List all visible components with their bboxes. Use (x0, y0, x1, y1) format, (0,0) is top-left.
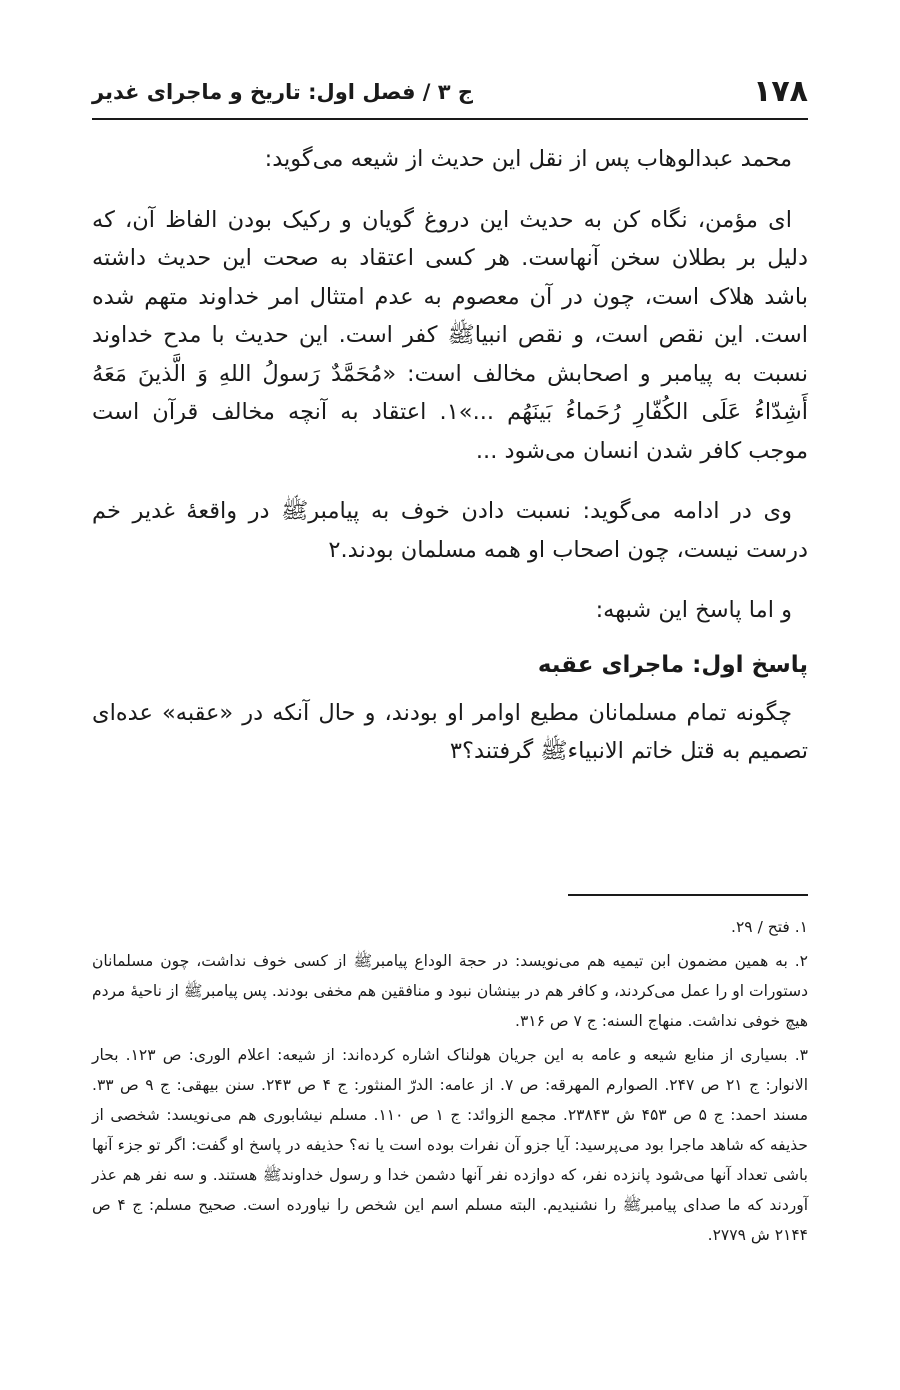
quoted-paragraph: ای مؤمن، نگاه کن به حدیث این دروغ گویان و رکیک بودن الفاظ آن، که دلیل بر بطلان سخن آنهاست. هر کسی اعتقاد به صحت این حدیث داشته باشد هلاک است، چون در آن معصوم به عدم امتثال امر خداوند متهم شده است. این نقص است، و نقص انبیاﷺ کفر است. این حدیث با مدح خداوند نسبت به پیامبر و اصحابش مخالف است: «مُحَمَّدٌ رَسولُ اللهِ وَ الَّذینَ مَعَهُ أَشِدّاءُ عَلَی الکُفّارِ رُحَماءُ بَینَهُم ...»۱. اعتقاد به آنچه مخالف قرآن است موجب کافر شدن انسان می‌شود ... (92, 206, 808, 464)
header-rule (92, 118, 808, 120)
page-number: ۱۷۸ (753, 74, 808, 109)
section-heading: پاسخ اول: ماجرای عقبه (537, 651, 808, 678)
footnote-3: ۳. بسیاری از منابع شیعه و عامه به این جریان هولناک اشاره کرده‌اند: از شیعه: اعلام الوری: ص ۱۲۳. بحار الانوار: ج ۲۱ ص ۲۴۷. الصوارم المهرقه: ص ۷. از عامه: الدرّ المنثور: ج ۴ ص ۲۴۳. سنن بیهقی: ج ۹ ص ۳۳. مسند احمد: ج ۵ ص ۴۵۳ ش ۲۳۸۴۳. مجمع الزوائد: ج ۱ ص ۱۱۰. مسلم نیشابوری هم می‌نویسد: شخصی از حذیفه که شاهد ماجرا بود می‌پرسید: آیا جزو آن نفرات بوده است یا نه؟ حذیفه در پاسخ او گفت: اگر تو جزء آنها باشی تعداد آنها می‌شود پانزده نفر، که دوازده نفر آنها دشمن خدا و رسول خداوندﷺ هستند. و سه نفر هم عذر آوردند که ما صدای پیامبرﷺ را نشنیدیم. البته مسلم اسم این شخص را نیاورده است. صحیح مسلم: ج ۴ ص ۲۱۴۴ ش ۲۷۷۹. (92, 1046, 809, 1244)
footnotes (92, 912, 808, 1254)
intro-paragraph: محمد عبدالوهاب پس از نقل این حدیث از شیعه می‌گوید: (264, 146, 792, 172)
book-page (92, 0, 808, 1390)
answer-intro-paragraph: و اما پاسخ این شبهه: (595, 597, 792, 623)
footnote-1: ۱. فتح / ۲۹. (731, 918, 808, 936)
body-text (92, 140, 808, 771)
footnote-2: ۲. به همین مضمون ابن تیمیه هم می‌نویسد: در حجة الوداع پیامبرﷺ از کسی خوف نداشت، چون مسلمانان دستورات او را عمل می‌کردند، و کافر هم در بینشان نبود و منافقین هم مخفی بودند. پس پیامبرﷺ از ناحیهٔ مردم هیچ خوفی نداشت. منهاج السنه: ج ۷ ص ۳۱۶. (92, 952, 808, 1030)
running-header (92, 72, 808, 112)
footnote-rule (568, 894, 808, 896)
chapter-title: ج ۳ / فصل اول: تاریخ و ماجرای غدیر (92, 80, 474, 104)
question-paragraph: چگونه تمام مسلمانان مطیع اوامر او بودند، و حال آنکه در «عقبه» عده‌ای تصمیم به قتل خاتم الانبیاءﷺ گرفتند؟۳ (92, 699, 808, 764)
continuation-paragraph: وی در ادامه می‌گوید: نسبت دادن خوف به پیامبرﷺ در واقعهٔ غدیر خم درست نیست، چون اصحاب او همه مسلمان بودند.۲ (92, 498, 808, 563)
